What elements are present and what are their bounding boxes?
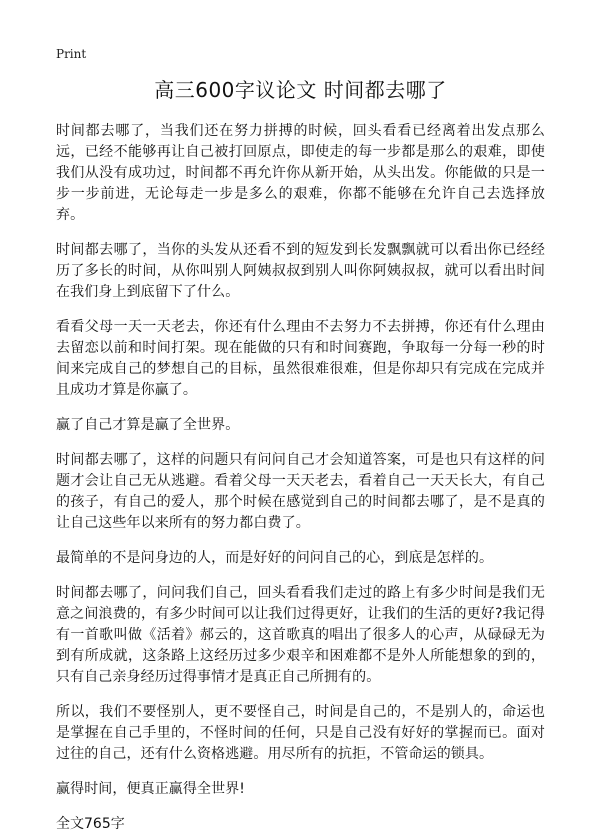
- paragraph: 时间都去哪了，当我们还在努力拼搏的时候，回头看看已经离着出发点那么远，已经不能够再让自己被打回原点，即使走的每一步都是那么的艰难，即使我们从没有成功过，时间都不再允许你从新开始，从头出发。你能做的只是一步一步前进，无论每走一步是多么的艰难，你都不能够在允许自己去选择放弃。: [56, 123, 545, 223]
- paragraph: 赢得时间，便真正赢得全世界!: [56, 781, 246, 797]
- page-title: 高三600字议论文 时间都去哪了: [154, 78, 447, 102]
- paragraph: 最简单的不是问身边的人，而是好好的问问自己的心，到底是怎样的。: [56, 550, 494, 566]
- word-count: 全文765字: [56, 816, 125, 832]
- paragraph: 时间都去哪了，问问我们自己，回头看看我们走过的路上有多少时间是我们无意之间浪费的，有多少时间可以让我们过得更好，让我们的生活的更好?我记得有一首歌叫做《活着》郝云的，这首歌真的唱出了很多人的心声，从碌碌无为到有所成就，这条路上这经历过多少艰辛和困难都不是外人所能想象的到的，只有自己亲身经历过得事情才是真正自己所拥有的。: [56, 585, 545, 685]
- paragraph: 赢了自己才算是赢了全世界。: [56, 417, 240, 433]
- article-body: [56, 121, 545, 800]
- paragraph: 看看父母一天一天老去，你还有什么理由不去努力不去拼搏，你还有什么理由去留恋以前和时间打架。现在能做的只有和时间赛跑，争取每一分每一秒的时间来完成自己的梦想自己的目标，虽然很难很难，但是你却只有完成在完成并且成功才算是你赢了。: [56, 319, 545, 398]
- paragraph: 时间都去哪了，当你的头发从还看不到的短发到长发飘飘就可以看出你已经经历了多长的时间，从你叫别人阿姨叔叔到别人叫你阿姨叔叔，就可以看出时间在我们身上到底留下了什么。: [56, 242, 545, 300]
- paragraph: 所以，我们不要怪别人，更不要怪自己，时间是自己的，不是别人的，命运也是掌握在自己手里的，不怪时间的任何，只是自己没有好好的掌握而已。面对过往的自己，还有什么资格逃避。用尽所有的抗拒，不管命运的锁具。: [56, 704, 545, 762]
- print-link[interactable]: Print: [56, 47, 87, 61]
- paragraph: 时间都去哪了，这样的问题只有问问自己才会知道答案，可是也只有这样的问题才会让自己无从逃避。看着父母一天天老去，看着自己一天天长大，有自己的孩子，有自己的爱人，那个时候在感觉到自己的时间都去哪了，是不是真的让自己这些年以来所有的努力都白费了。: [56, 452, 545, 531]
